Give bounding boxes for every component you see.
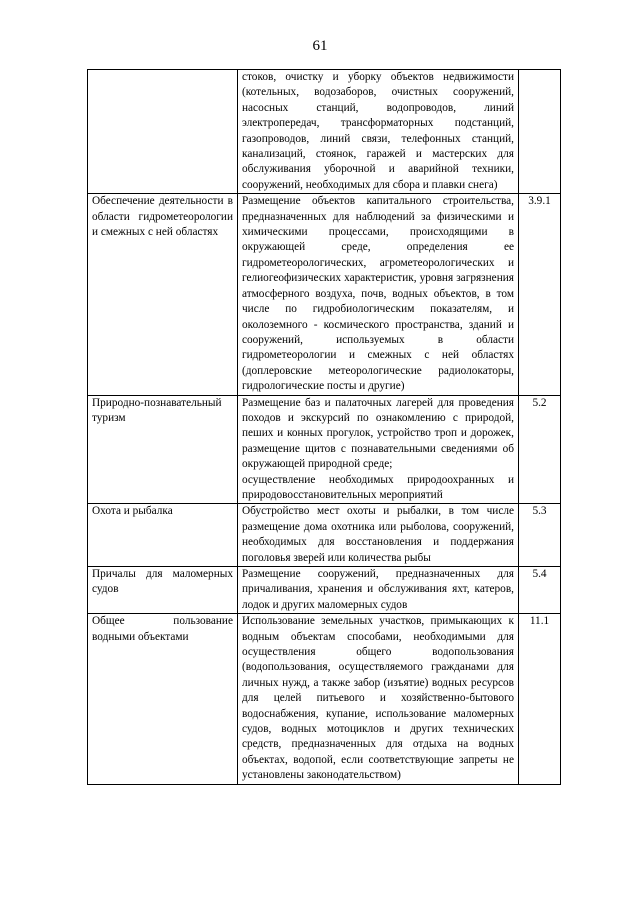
land-use-code (519, 70, 561, 194)
land-use-code: 5.4 (519, 567, 561, 614)
description-paragraph: Размещение баз и палаточных лагерей для проведения походов и экскурсий по ознакомлению с природой, пеших и конных прогулок, устройство троп и дорожек, размещение щитов с познавательными сведениями об окружающей природной среде; (242, 396, 514, 471)
land-use-description: Размещение сооружений, предназначенных для причаливания, хранения и обслуживания яхт, катеров, лодок и других маломерных судов (238, 567, 519, 614)
table-row (88, 567, 561, 614)
land-use-description: стоков, очистку и уборку объектов недвижимости (котельных, водозаборов, очистных сооружений, насосных станций, водопроводов, линий электропередач, трансформаторных подстанций, газопроводов, линий связи, телефонных станций, канализаций, стоянок, гаражей и мастерских для обслуживания уборочной и аварийной техники, сооружений, необходимых для сбора и плавки снега) (238, 70, 519, 194)
land-use-name: Обеспечение деятельности в области гидрометеорологии и смежных с ней областях (88, 194, 238, 395)
land-use-code: 5.2 (519, 395, 561, 504)
land-use-code: 5.3 (519, 504, 561, 567)
table-row (88, 614, 561, 784)
land-use-name: Общее пользование водными объектами (88, 614, 238, 784)
page-number: 61 (312, 38, 328, 54)
land-use-name: Природно-познавательный туризм (88, 395, 238, 504)
land-use-description: Обустройство мест охоты и рыбалки, в том числе размещение дома охотника или рыболова, сооружений, необходимых для восстановления и поддержания поголовья зверей или количества рыбы (238, 504, 519, 567)
table-row (88, 504, 561, 567)
land-use-table (87, 69, 561, 785)
description-paragraph: осуществление необходимых природоохранных и природовосстановительных мероприятий (242, 473, 514, 501)
table-row (88, 194, 561, 395)
table-row (88, 70, 561, 194)
land-use-name (88, 70, 238, 194)
land-use-code: 11.1 (519, 614, 561, 784)
land-use-name: Охота и рыбалка (88, 504, 238, 567)
land-use-description: Использование земельных участков, примыкающих к водным объектам способами, необходимыми для осуществления общего водопользования (водопользования, осуществляемого гражданами для личных нужд, а также забор (изъятие) водных ресурсов для целей питьевого и хозяйственно-бытового водоснабжения, купание, использование маломерных судов, водных мотоциклов и других технических средств, предназначенных для отдыха на водных объектах, водопой, если соответствующие запреты не установлены законодательством) (238, 614, 519, 784)
land-use-description: Размещение объектов капитального строительства, предназначенных для наблюдений за физическими и химическими процессами, происходящими в окружающей среде, определения ее гидрометеорологических, агрометеорологических и гелиогеофизических характеристик, уровня загрязнения атмосферного воздуха, почв, водных объектов, в том числе по гидробиологическим показателям, и околоземного - космического пространства, зданий и сооружений, используемых в области гидрометеорологии и смежных с ней областях (доплеровские метеорологические радиолокаторы, гидрологические посты и другие) (238, 194, 519, 395)
land-use-name: Причалы для маломерных судов (88, 567, 238, 614)
land-use-description (238, 395, 519, 504)
table-row (88, 395, 561, 504)
land-use-code: 3.9.1 (519, 194, 561, 395)
